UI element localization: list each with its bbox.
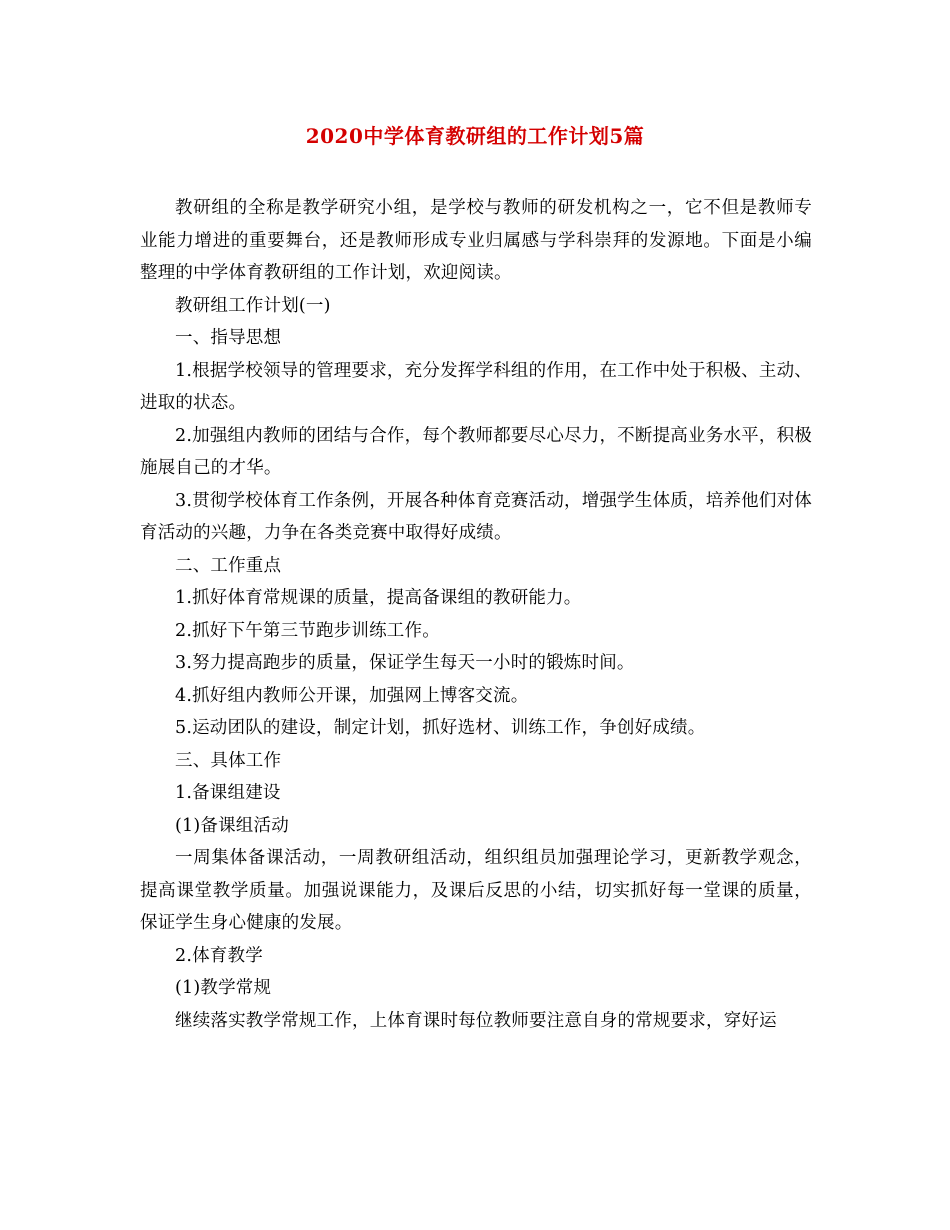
paragraph: 一、指导思想 [175, 328, 282, 348]
paragraph: 继续落实教学常规工作，上体育课时每位教师要注意自身的常规要求，穿好运 [175, 1010, 777, 1031]
paragraph: 5.运动团队的建设，制定计划，抓好选材、训练工作，争创好成绩。 [175, 718, 706, 738]
paragraph: 一周集体备课活动，一周教研组活动，组织组员加强理论学习，更新教学观念，提高课堂教学质量。加强说课能力，及课后反思的小结，切实抓好每一堂课的质量，保证学生身心健康的发展。 [140, 848, 812, 933]
paragraph: 2.抓好下午第三节跑步训练工作。 [175, 620, 440, 641]
paragraph: (1)教学常规 [175, 978, 272, 998]
paragraph: 3.贯彻学校体育工作条例，开展各种体育竞赛活动，增强学生体质，培养他们对体育活动的兴趣，力争在各类竞赛中取得好成绩。 [140, 490, 812, 543]
document-body [140, 192, 812, 1037]
paragraph: 4.抓好组内教师公开课，加强网上博客交流。 [175, 685, 529, 706]
paragraph: 1.备课组建设 [175, 783, 281, 803]
paragraph: 二、工作重点 [175, 555, 282, 576]
paragraph: 教研组工作计划(一) [175, 295, 331, 316]
paragraph: 三、具体工作 [175, 750, 282, 771]
paragraph: 1.抓好体育常规课的质量，提高备课组的教研能力。 [175, 588, 582, 608]
paragraph: 1.根据学校领导的管理要求，充分发挥学科组的作用，在工作中处于积极、主动、进取的状态。 [140, 360, 812, 413]
paragraph: (1)备课组活动 [175, 815, 289, 836]
document-title: 2020中学体育教研组的工作计划5篇 [305, 124, 645, 148]
paragraph: 教研组的全称是教学研究小组，是学校与教师的研发机构之一，它不但是教师专业能力增进的重要舞台，还是教师形成专业归属感与学科崇拜的发源地。下面是小编整理的中学体育教研组的工作计划，欢迎阅读。 [140, 198, 812, 283]
paragraph: 2.加强组内教师的团结与合作，每个教师都要尽心尽力，不断提高业务水平，积极施展自己的才华。 [140, 425, 812, 478]
paragraph: 2.体育教学 [175, 945, 263, 966]
paragraph: 3.努力提高跑步的质量，保证学生每天一小时的锻炼时间。 [175, 653, 635, 673]
